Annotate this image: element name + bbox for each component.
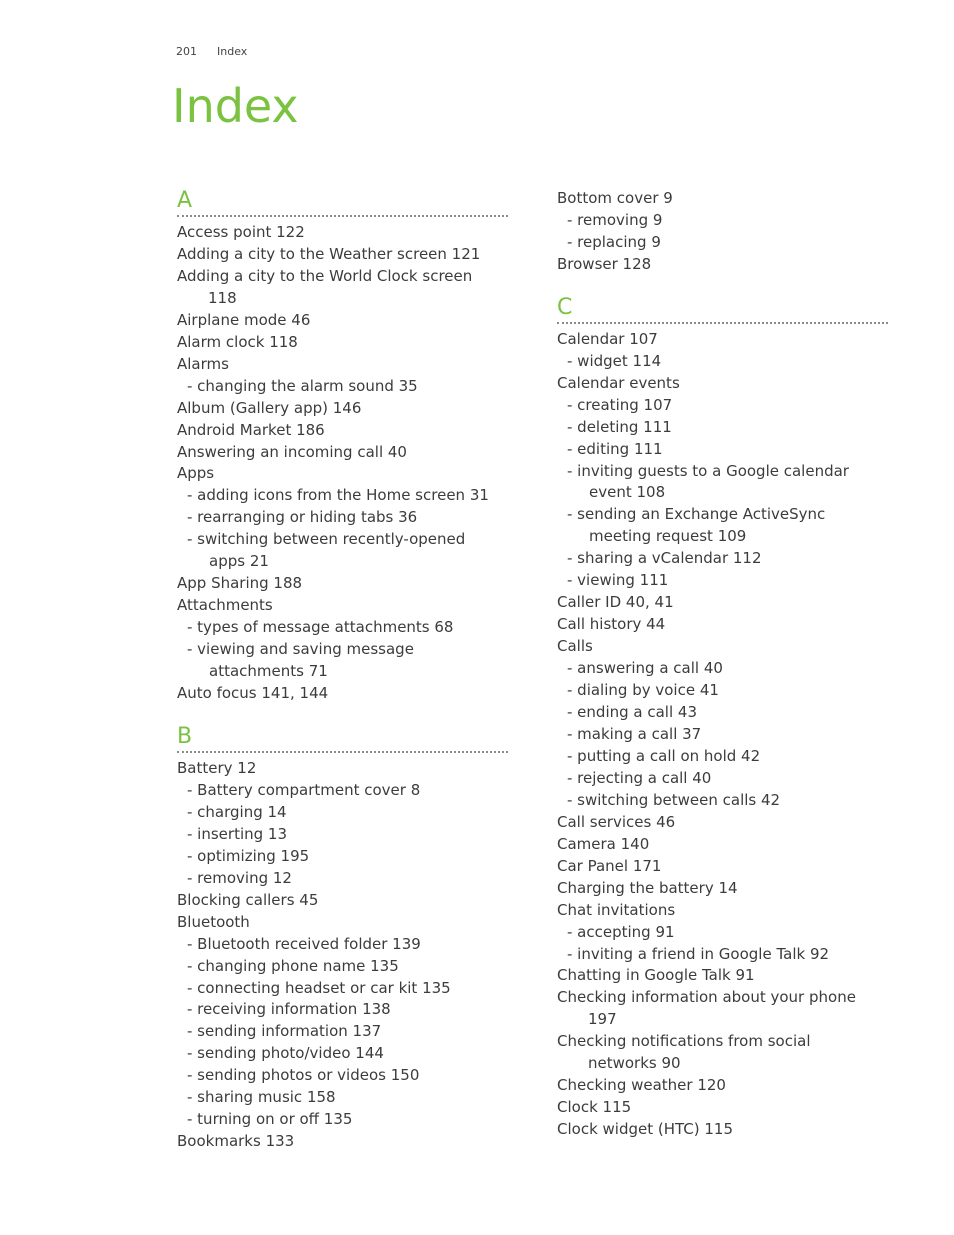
index-entry-text: - turning on or off 135 [187,1110,353,1129]
index-subentry [557,395,889,417]
index-entry [557,1119,889,1141]
index-subentry [177,507,509,529]
section-c-entries [557,329,889,1141]
index-entry-text: - rejecting a call 40 [567,768,712,787]
index-entry [177,442,509,464]
index-entry-text: - inviting a friend in Google Talk 92 [567,944,830,963]
index-entry [557,812,889,834]
index-subentry [557,746,889,768]
index-entry [557,1031,889,1075]
index-entry-text: - putting a call on hold 42 [567,746,761,765]
index-subentry [177,824,509,846]
index-entry [557,592,889,614]
index-subentry [177,868,509,890]
index-subentry [557,790,889,812]
index-entry-continuation: 197 [588,1010,617,1029]
index-subentry [177,1021,509,1043]
index-entry-text: Clock widget (HTC) 115 [557,1120,734,1139]
index-entry-text: Bluetooth [177,912,250,931]
index-column-right [557,188,889,1141]
index-entry-text: Android Market 186 [177,420,325,439]
index-entry-text: Alarm clock 118 [177,332,298,351]
index-entry-text: - Battery compartment cover 8 [187,780,421,799]
index-entry-continuation: event 108 [589,483,666,502]
index-entry-text: Charging the battery 14 [557,878,738,897]
index-entry-text: Checking information about your phone [557,988,856,1007]
index-entry-text: - answering a call 40 [567,659,723,678]
index-subentry [557,724,889,746]
index-subentry [557,351,889,373]
index-entry-text: - accepting 91 [567,922,675,941]
index-entry-text: Checking weather 120 [557,1076,726,1095]
index-entry [557,329,889,351]
index-entry [557,878,889,900]
index-entry-text: - inserting 13 [187,824,287,843]
index-entry [177,890,509,912]
index-subentry [557,232,889,254]
section-b-continued-entries [557,188,889,276]
index-entry [177,332,509,354]
index-entry [177,463,509,485]
index-entry-text: - sending an Exchange ActiveSync [567,505,826,524]
index-entry-text: Car Panel 171 [557,856,662,875]
index-entry-text: Chatting in Google Talk 91 [557,966,755,985]
index-entry-text: - ending a call 43 [567,703,697,722]
index-entry-text: Answering an incoming call 40 [177,442,407,461]
index-subentry [177,934,509,956]
section-b-entries [177,758,509,1153]
index-entry-continuation: networks 90 [588,1054,681,1073]
index-entry-text: Airplane mode 46 [177,310,311,329]
index-entry-text: Alarms [177,354,229,373]
index-entry-text: - sending photos or videos 150 [187,1066,420,1085]
running-head-section: Index [217,45,248,58]
index-entry [557,188,889,210]
index-entry [177,398,509,420]
index-entry-text: Calls [557,637,593,656]
index-subentry [177,1043,509,1065]
index-entry [177,1131,509,1153]
index-entry-text: Battery 12 [177,758,257,777]
index-entry-text: Calendar events [557,373,680,392]
index-entry [557,254,889,276]
index-subentry [177,639,509,683]
index-entry-text: - viewing 111 [567,571,669,590]
index-subentry [177,529,509,573]
index-entry-text: App Sharing 188 [177,574,303,593]
index-entry [177,595,509,617]
index-entry-continuation: 118 [208,288,237,307]
index-entry-text: - adding icons from the Home screen 31 [187,486,489,505]
index-subentry [557,439,889,461]
page-number: 201 [176,45,197,58]
index-entry [557,636,889,658]
index-entry-text: - Bluetooth received folder 139 [187,934,421,953]
index-subentry [177,999,509,1021]
index-entry-text: - creating 107 [567,395,673,414]
index-subentry [557,658,889,680]
index-subentry [557,210,889,232]
index-column-left [177,188,509,1153]
index-entry-text: - widget 114 [567,351,662,370]
index-entry-text: Access point 122 [177,223,305,241]
index-subentry [177,1087,509,1109]
section-divider [177,215,508,217]
section-letter-b: B [177,723,193,749]
index-entry-text: - rearranging or hiding tabs 36 [187,508,418,527]
index-entry-text: - changing phone name 135 [187,956,399,975]
index-entry-text: - switching between calls 42 [567,790,781,809]
index-entry [177,758,509,780]
index-entry-text: - connecting headset or car kit 135 [187,978,451,997]
index-entry-text: - removing 9 [567,210,663,229]
index-entry-text: Call services 46 [557,812,676,831]
index-subentry [557,548,889,570]
index-entry-text: - making a call 37 [567,724,702,743]
section-letter-c: C [557,294,573,320]
index-entry [557,965,889,987]
index-subentry [557,944,889,966]
index-subentry [557,417,889,439]
index-subentry [177,978,509,1000]
index-entry [177,244,509,266]
index-entry-text: - viewing and saving message [187,640,414,659]
index-entry-continuation: attachments 71 [209,662,328,681]
index-entry-text: - sharing a vCalendar 112 [567,549,762,568]
index-subentry [557,461,889,505]
index-entry-text: - replacing 9 [567,232,661,251]
index-entry-text: Bookmarks 133 [177,1132,295,1151]
index-entry-text: - changing the alarm sound 35 [187,376,418,395]
index-entry [557,614,889,636]
index-subentry [177,485,509,507]
index-entry [557,856,889,878]
index-subentry [177,846,509,868]
index-entry-text: - editing 111 [567,439,663,458]
index-entry [177,354,509,376]
index-subentry [177,802,509,824]
index-entry-text: Blocking callers 45 [177,890,319,909]
index-entry-text: Adding a city to the Weather screen 121 [177,244,481,263]
section-a-entries [177,222,509,705]
index-entry-text: Bottom cover 9 [557,189,673,207]
index-entry [557,987,889,1031]
index-entry-text: - receiving information 138 [187,1000,391,1019]
index-entry [557,1097,889,1119]
index-entry-continuation: apps 21 [209,552,269,571]
index-subentry [177,1065,509,1087]
index-subentry [177,617,509,639]
index-entry-text: Browser 128 [557,254,652,273]
index-entry [177,310,509,332]
index-entry-text: Chat invitations [557,900,676,919]
index-entry-text: - inviting guests to a Google calendar [567,461,849,480]
section-divider [177,751,508,753]
index-entry-text: Clock 115 [557,1098,632,1117]
index-subentry [177,1109,509,1131]
index-entry [177,266,509,310]
index-entry-text: Adding a city to the World Clock screen [177,266,473,285]
index-entry [177,222,509,244]
index-entry [177,912,509,934]
index-entry-text: - sending photo/video 144 [187,1044,384,1063]
index-entry-text: - dialing by voice 41 [567,681,719,700]
index-entry-text: - optimizing 195 [187,846,310,865]
index-subentry [557,504,889,548]
index-entry-text: - removing 12 [187,868,292,887]
index-entry-text: - sharing music 158 [187,1088,336,1107]
index-subentry [177,780,509,802]
section-divider [557,322,888,324]
index-entry-text: - deleting 111 [567,417,672,436]
index-entry [557,834,889,856]
index-entry-text: Calendar 107 [557,329,658,348]
index-entry-continuation: meeting request 109 [589,527,747,546]
index-entry [557,900,889,922]
index-entry-text: Apps [177,464,215,483]
index-entry-text: - charging 14 [187,802,287,821]
index-subentry [557,768,889,790]
index-subentry [177,376,509,398]
index-subentry [177,956,509,978]
index-entry-text: Auto focus 141, 144 [177,684,329,703]
index-entry-text: Caller ID 40, 41 [557,593,674,612]
index-entry-text: Camera 140 [557,834,650,853]
index-entry-text: - sending information 137 [187,1022,382,1041]
index-entry [177,683,509,705]
index-subentry [557,680,889,702]
index-subentry [557,570,889,592]
index-subentry [557,702,889,724]
index-entry [177,573,509,595]
index-entry [177,420,509,442]
section-letter-a: A [177,188,193,213]
index-entry-text: Attachments [177,596,273,615]
index-entry [557,1075,889,1097]
index-entry-text: Call history 44 [557,615,666,634]
index-subentry [557,922,889,944]
page-title: Index [172,79,299,133]
index-entry-text: - types of message attachments 68 [187,618,454,637]
index-entry-text: Checking notifications from social [557,1032,811,1051]
index-entry [557,373,889,395]
index-entry-text: Album (Gallery app) 146 [177,398,362,417]
index-entry-text: - switching between recently-opened [187,530,466,549]
running-head [176,45,247,58]
